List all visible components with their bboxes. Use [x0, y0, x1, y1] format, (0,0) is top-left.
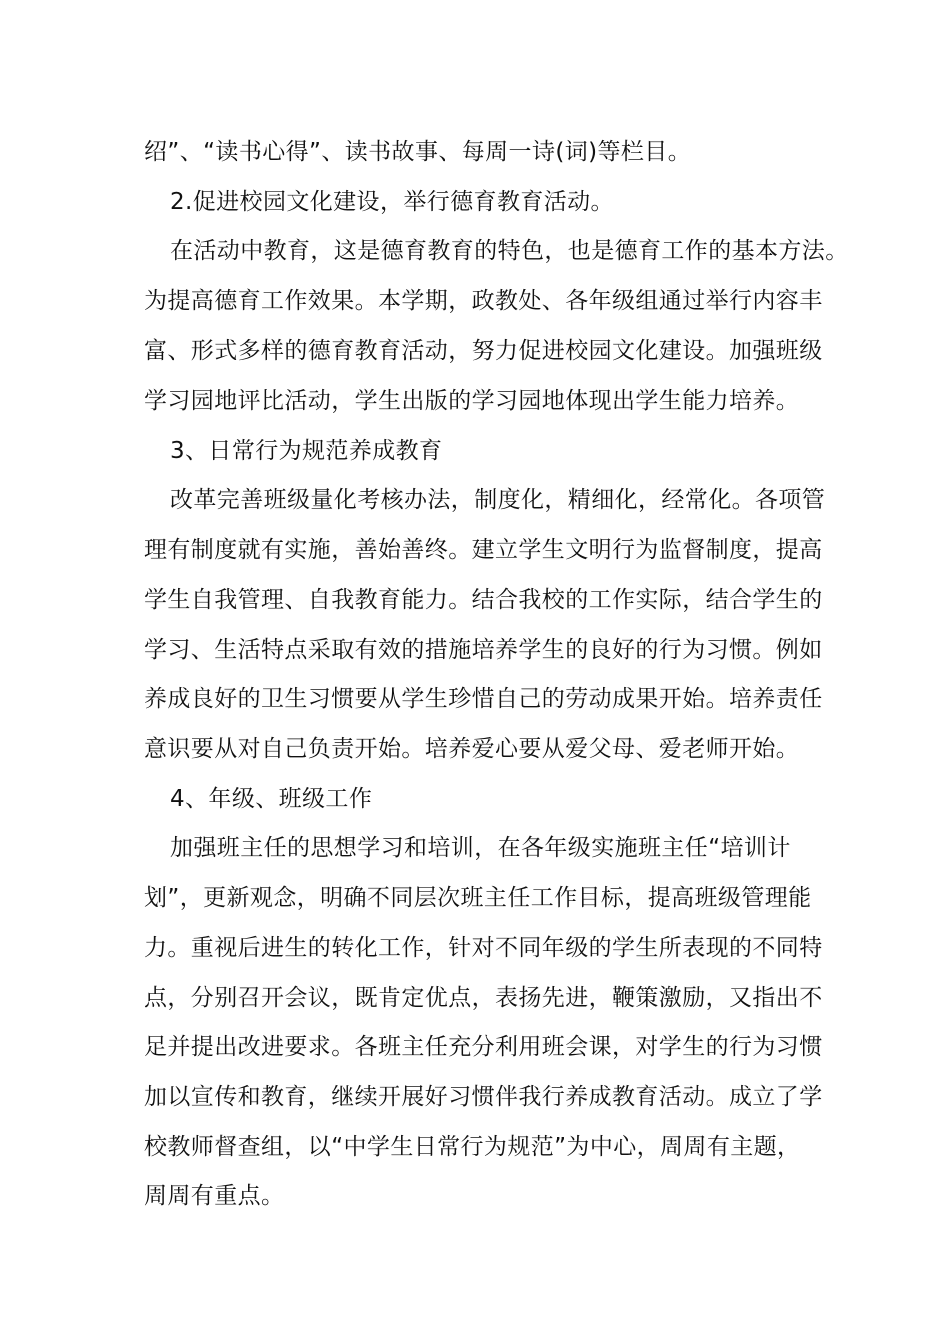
text-line: 理有制度就有实施，善始善终。建立学生文明行为监督制度，提高: [144, 537, 823, 563]
text-line: 划”，更新观念，明确不同层次班主任工作目标，提高班级管理能: [144, 885, 812, 911]
text-line: 学习园地评比活动，学生出版的学习园地体现出学生能力培养。: [144, 388, 800, 414]
text-line: 力。重视后进生的转化工作，针对不同年级的学生所表现的不同特: [144, 935, 823, 961]
section-heading: 4、年级、班级工作: [170, 786, 373, 812]
text-line: 为提高德育工作效果。本学期，政教处、各年级组通过举行内容丰: [144, 288, 823, 314]
text-line: 校教师督查组，以“中学生日常行为规范”为中心，周周有主题，: [144, 1134, 801, 1160]
text-line: 绍”、“读书心得”、读书故事、每周一诗(词)等栏目。: [144, 139, 692, 165]
text-line: 养成良好的卫生习惯要从学生珍惜自己的劳动成果开始。培养责任: [144, 686, 823, 712]
text-line: 学生自我管理、自我教育能力。结合我校的工作实际，结合学生的: [144, 587, 823, 613]
text-line: 在活动中教育，这是德育教育的特色，也是德育工作的基本方法。: [170, 238, 849, 264]
text-line: 点，分别召开会议，既肯定优点，表扬先进，鞭策激励，又指出不: [144, 985, 823, 1011]
text-line: 足并提出改进要求。各班主任充分利用班会课，对学生的行为习惯: [144, 1034, 823, 1060]
section-heading: 3、日常行为规范养成教育: [170, 438, 443, 464]
text-line: 改革完善班级量化考核办法，制度化，精细化，经常化。各项管: [170, 487, 826, 513]
text-line: 加强班主任的思想学习和培训，在各年级实施班主任“培训计: [170, 835, 791, 861]
text-line: 意识要从对自己负责开始。培养爱心要从爱父母、爱老师开始。: [144, 736, 800, 762]
text-line: 富、形式多样的德育教育活动，努力促进校园文化建设。加强班级: [144, 338, 823, 364]
text-line: 加以宣传和教育，继续开展好习惯伴我行养成教育活动。成立了学: [144, 1084, 823, 1110]
section-heading: 2.促进校园文化建设，举行德育教育活动。: [170, 189, 614, 215]
text-line: 学习、生活特点采取有效的措施培养学生的良好的行为习惯。例如: [144, 637, 823, 663]
text-line: 周周有重点。: [144, 1183, 285, 1209]
